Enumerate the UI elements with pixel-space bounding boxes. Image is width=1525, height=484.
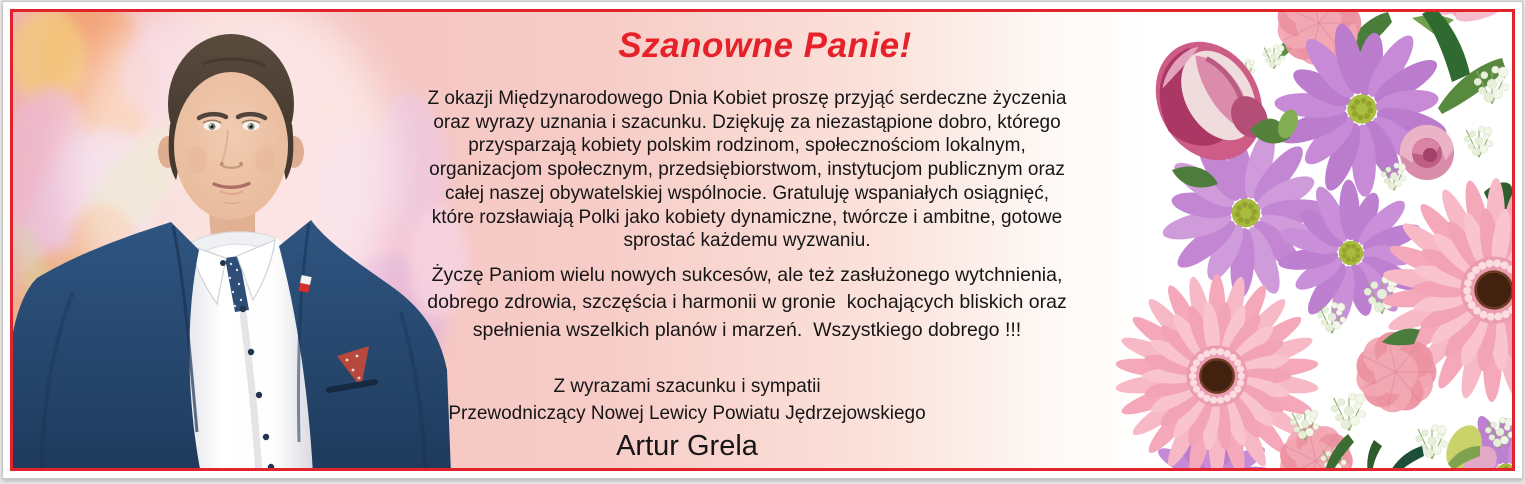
womens-day-greeting-card — [3, 2, 1522, 478]
small-rose-flower — [1400, 125, 1454, 180]
card-content — [13, 12, 1512, 468]
text-line: sprostać każdemu wyzwaniu. — [623, 230, 871, 252]
babys-breath-cluster — [1464, 126, 1492, 157]
text-line: przysparzają kobiety polskim rodzinom, społecznościom lokalnym, — [468, 135, 1026, 157]
text-line: które rozsławiają Polki jako kobiety dynamiczne, twórcze i ambitne, gotowe — [431, 206, 1063, 228]
text-line: dobrego zdrowia, szczęścia i harmonii w gronie kochających bliskich oraz — [427, 291, 1067, 314]
red-card-border — [10, 9, 1515, 471]
babys-breath-cluster — [1331, 393, 1366, 431]
greeting-text-block — [368, 12, 1126, 463]
signoff-line-role: Przewodniczący Nowej Lewicy Powiatu Jędrzejowskiego — [448, 403, 926, 425]
text-line: organizacjom społecznym, przedsiębiorstwom, instytucjom publicznym oraz — [429, 159, 1065, 181]
signoff-block — [308, 373, 1066, 463]
text-line: spełnienia wszelkich planów i marzeń. Wszystkiego dobrego !!! — [472, 318, 1022, 341]
signature-name: Artur Grela — [616, 430, 758, 463]
text-line: oraz wyrazy uznania i szacunku. Dziękuję za niezastąpione dobro, którego — [433, 111, 1061, 133]
signoff-line-respect: Z wyrazami szacunku i sympatii — [553, 376, 821, 398]
flower-bouquet-photo — [1082, 12, 1512, 468]
text-line: całej naszej obywatelskiej wspólnocie. Gratuluję wspaniałych osiągnięć, — [444, 182, 1050, 204]
card-title: Szanowne Panie! — [618, 26, 912, 65]
wishes-paragraph — [368, 262, 1126, 345]
text-line: Życzę Paniom wielu nowych sukcesów, ale też zasłużonego wytchnienia, — [431, 263, 1063, 286]
text-line: Z okazji Międzynarodowego Dnia Kobiet proszę przyjąć serdeczne życzenia — [427, 88, 1067, 109]
babys-breath-cluster — [1263, 45, 1285, 69]
greeting-paragraph — [368, 87, 1126, 253]
